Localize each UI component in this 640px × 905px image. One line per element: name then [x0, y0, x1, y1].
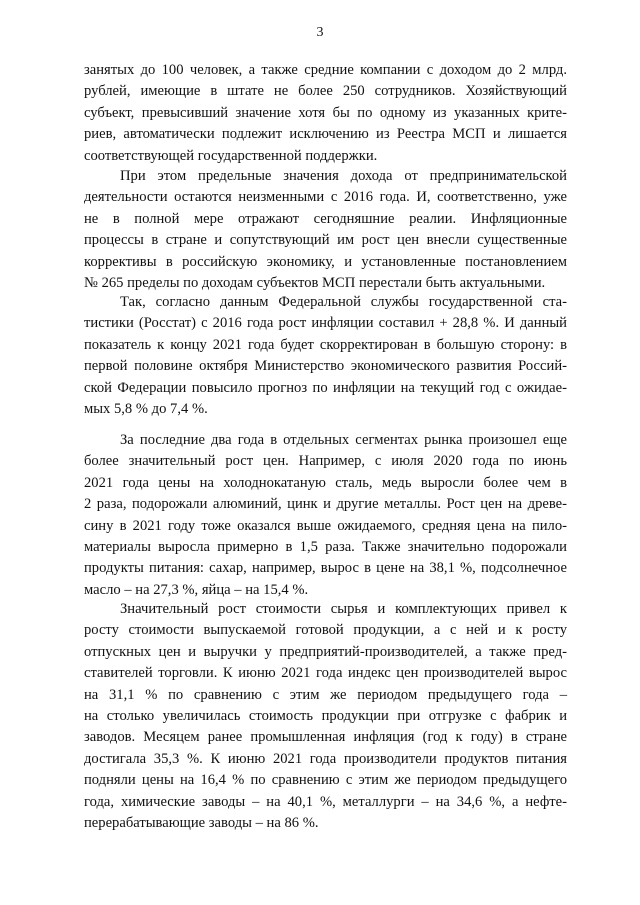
- paragraph-line: не в полной мере отражают сегодняшние реалии. Инфляционные: [84, 210, 567, 227]
- paragraph-line: подняли цены на 16,4 % по сравнению с этим же периодом предыдущего: [84, 772, 567, 789]
- paragraph-line: на 31,1 % по сравнению с этим же периодом предыдущего года –: [84, 686, 567, 703]
- paragraph-line: За последние два года в отдельных сегментах рынка произошел еще: [120, 432, 567, 448]
- paragraph-line: коррективы в российскую экономику, и установленные постановлением: [84, 253, 567, 270]
- paragraph-line: первой половине октября Министерство экономического развития Россий-: [84, 358, 567, 375]
- paragraph-line: 2 раза, подорожали алюминий, цинк и другие металлы. Рост цен на древе-: [84, 496, 567, 513]
- paragraph-line: субъект, превысивший значение хотя бы по одному из указанных крите-: [84, 104, 567, 121]
- page-number: 3: [316, 25, 324, 40]
- paragraph-line: деятельности остаются неизменными с 2016 года. И, соответственно, уже: [84, 189, 567, 206]
- paragraph-line: показатель к концу 2021 года будет скорректирован в большую сторону: в: [84, 336, 567, 353]
- paragraph-line: рублей, имеющие в штате не более 250 сотрудников. Хозяйствующий: [84, 83, 567, 100]
- paragraph-line: тистики (Росстат) с 2016 года рост инфляции составил + 28,8 %. И данный: [84, 315, 567, 332]
- paragraph-line: перерабатывающие заводы – на 86 %.: [84, 814, 319, 831]
- paragraph-line: № 265 пределы по доходам субъектов МСП перестали быть актуальными.: [84, 274, 546, 291]
- paragraph-line: Так, согласно данным Федеральной службы государственной ста-: [120, 294, 567, 310]
- paragraph-line: сину в 2021 году тоже оказался выше ожидаемого, средняя цена на пило-: [84, 517, 567, 534]
- paragraph-line: 2021 года цены на холоднокатаную сталь, медь выросли более чем в: [84, 474, 567, 491]
- paragraph-line: мых 5,8 % до 7,4 %.: [84, 400, 208, 417]
- paragraph-line: росту стоимости выпускаемой готовой продукции, а с ней и к росту: [84, 622, 567, 639]
- paragraph-line: достигала 35,3 %. К июню 2021 года производители продуктов питания: [84, 750, 567, 767]
- paragraph-line: процессы в стране и сопутствующий им рост цен внесли существенные: [84, 232, 567, 249]
- paragraph-line: соответствующей государственной поддержки.: [84, 147, 378, 164]
- paragraph-3: [84, 292, 567, 420]
- paragraph-line: ставителей торговли. К июню 2021 года индекс цен производителей вырос: [84, 665, 567, 682]
- paragraph-line: масло – на 27,3 %, яйца – на 15,4 %.: [84, 581, 309, 598]
- paragraph-line: риев, автоматически подлежит исключению из Реестра МСП и лишается: [84, 126, 567, 143]
- paragraph-line: на столько увеличилась стоимость продукции при отгрузке с фабрик и: [84, 707, 567, 724]
- paragraph-line: занятых до 100 человек, а также средние компании с доходом до 2 млрд.: [84, 62, 567, 78]
- paragraph-line: отпускных цен и выручки у предприятий-производителей, а также пред-: [84, 643, 567, 660]
- paragraph-line: заводов. Месяцем ранее промышленная инфляция (год к году) в стране: [84, 729, 567, 746]
- paragraph-1: [84, 60, 567, 167]
- paragraph-line: более значительный рост цен. Например, с июля 2020 года по июнь: [84, 453, 567, 470]
- paragraph-line: материалы выросла примерно в 1,5 раза. Также значительно подорожали: [84, 538, 567, 555]
- paragraph-line: продукты питания: сахар, например, вырос в цене на 38,1 %, подсолнечное: [84, 560, 567, 577]
- paragraph-line: Значительный рост стоимости сырья и комплектующих привел к: [120, 601, 567, 617]
- paragraph-line: года, химические заводы – на 40,1 %, металлурги – на 34,6 %, а нефте-: [84, 793, 567, 810]
- paragraph-5: [84, 599, 567, 834]
- paragraph-line: ской Федерации повысило прогноз по инфляции на текущий год с ожидае-: [84, 379, 567, 396]
- paragraph-2: [84, 166, 567, 294]
- paragraph-4: [84, 430, 567, 601]
- paragraph-line: При этом предельные значения дохода от предпринимательской: [120, 168, 567, 184]
